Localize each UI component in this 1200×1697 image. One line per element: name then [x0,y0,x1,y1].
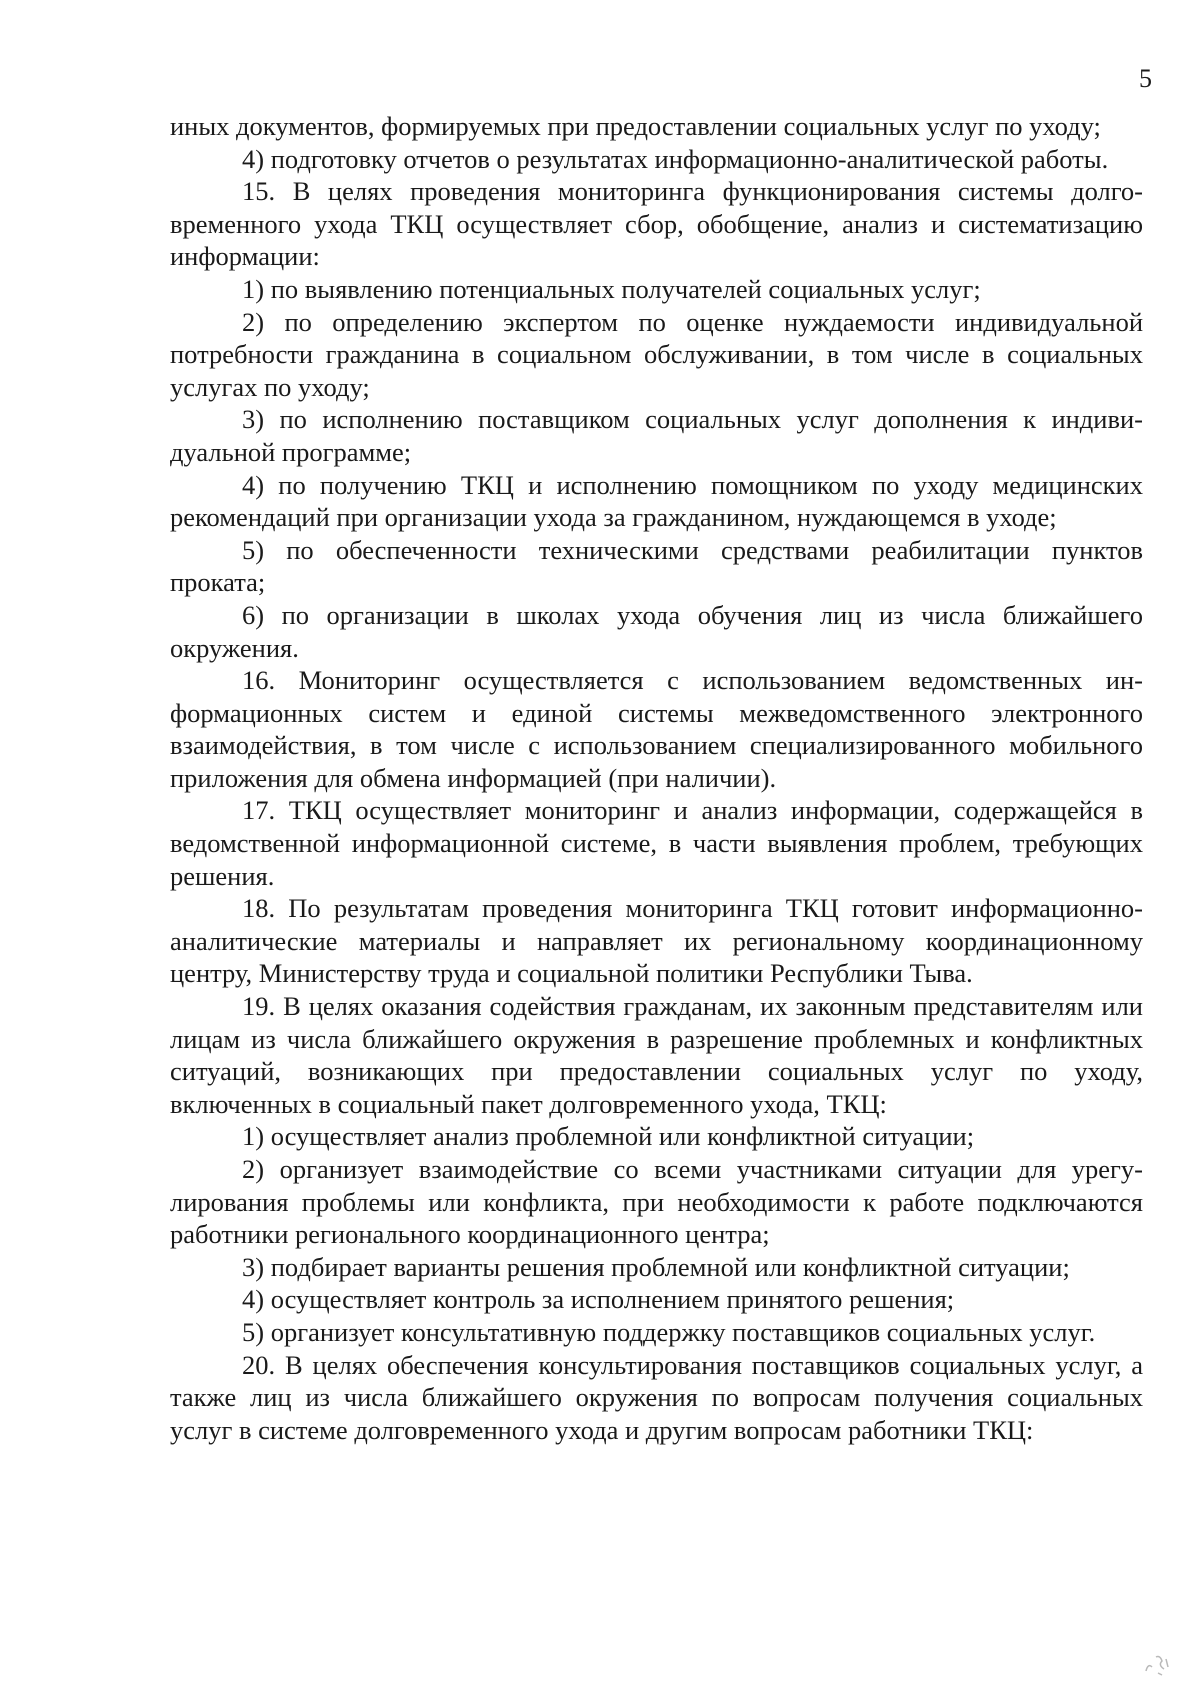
scan-artifact-mark [1138,1649,1172,1679]
paragraph-17: 17. ТКЦ осуществляет мониторинг и анализ информации, содержащейся в ведомственной информационной системе, в части выявления проблем, требующих решения. [170,795,1143,891]
paragraph-continuation: иных документов, формируемых при предоставлении социальных услуг по уходу; [170,111,1101,141]
paragraph-15-item-3: 3) по исполнению поставщиком социальных услуг дополнения к индивидуальной программе; [170,404,1143,467]
paragraph-15: 15. В целях проведения мониторинга функционирования системы долговременного ухода ТКЦ осуществляет сбор, обобщение, анализ и систематизацию информации: [170,176,1143,272]
paragraph-15-item-5: 5) по обеспеченности техническими средствами реабилитации пунктов проката; [170,534,1143,598]
paragraph-16: 16. Мониторинг осуществляется с использованием ведомственных информационных систем и единой системы межведомственного электронного взаимодействия, в том числе с использованием специализированного мобильного приложения для обмена информацией (при наличии). [170,665,1143,793]
document-body [170,110,1143,1446]
paragraph-19: 19. В целях оказания содействия гражданам, их законным представителям или лицам из числа ближайшего окружения в разрешение проблемных и конфликтных ситуаций, возникающих при предоставлении социальных услуг по уходу, включенных в социальный пакет долговременного ухода, ТКЦ: [170,991,1143,1119]
paragraph-19-item-3: 3) подбирает варианты решения проблемной или конфликтной ситуации; [242,1251,1070,1282]
paragraph-18: 18. По результатам проведения мониторинга ТКЦ готовит информационно-аналитические материалы и направляет их региональному координационному центру, Министерству труда и социальной политики Республики Тыва. [170,893,1143,989]
paragraph-item-4-reports: 4) подготовку отчетов о результатах информационно-аналитической работы. [242,143,1109,174]
paragraph-15-item-6: 6) по организации в школах ухода обучения лиц из числа ближайшего окружения. [170,599,1143,663]
paragraph-19-item-5: 5) организует консультативную поддержку поставщиков социальных услуг. [242,1316,1096,1347]
paragraph-15-item-1: 1) по выявлению потенциальных получателей социальных услуг; [242,273,981,304]
paragraph-19-item-1: 1) осуществляет анализ проблемной или конфликтной ситуации; [242,1121,975,1152]
paragraph-15-item-2: 2) по определению экспертом по оценке нуждаемости индивидуальной потребности гражданина в социальном обслуживании, в том числе в социальных услугах по уходу; [170,306,1143,402]
paragraph-20: 20. В целях обеспечения консультирования поставщиков социальных услуг, а также лиц из числа ближайшего окружения по вопросам получения социальных услуг в системе долговременного ухода и другим вопросам работники ТКЦ: [170,1349,1143,1445]
page-number: 5 [1139,64,1152,93]
paragraph-15-item-4: 4) по получению ТКЦ и исполнению помощником по уходу медицинских рекомендаций при организации ухода за гражданином, нуждающемся в уходе; [170,469,1143,533]
paragraph-19-item-4: 4) осуществляет контроль за исполнением принятого решения; [242,1284,955,1315]
paragraph-19-item-2: 2) организует взаимодействие со всеми участниками ситуации для урегулирования проблемы или конфликта, при необходимости к работе подключаются работники регионального координационного центра; [170,1154,1143,1250]
